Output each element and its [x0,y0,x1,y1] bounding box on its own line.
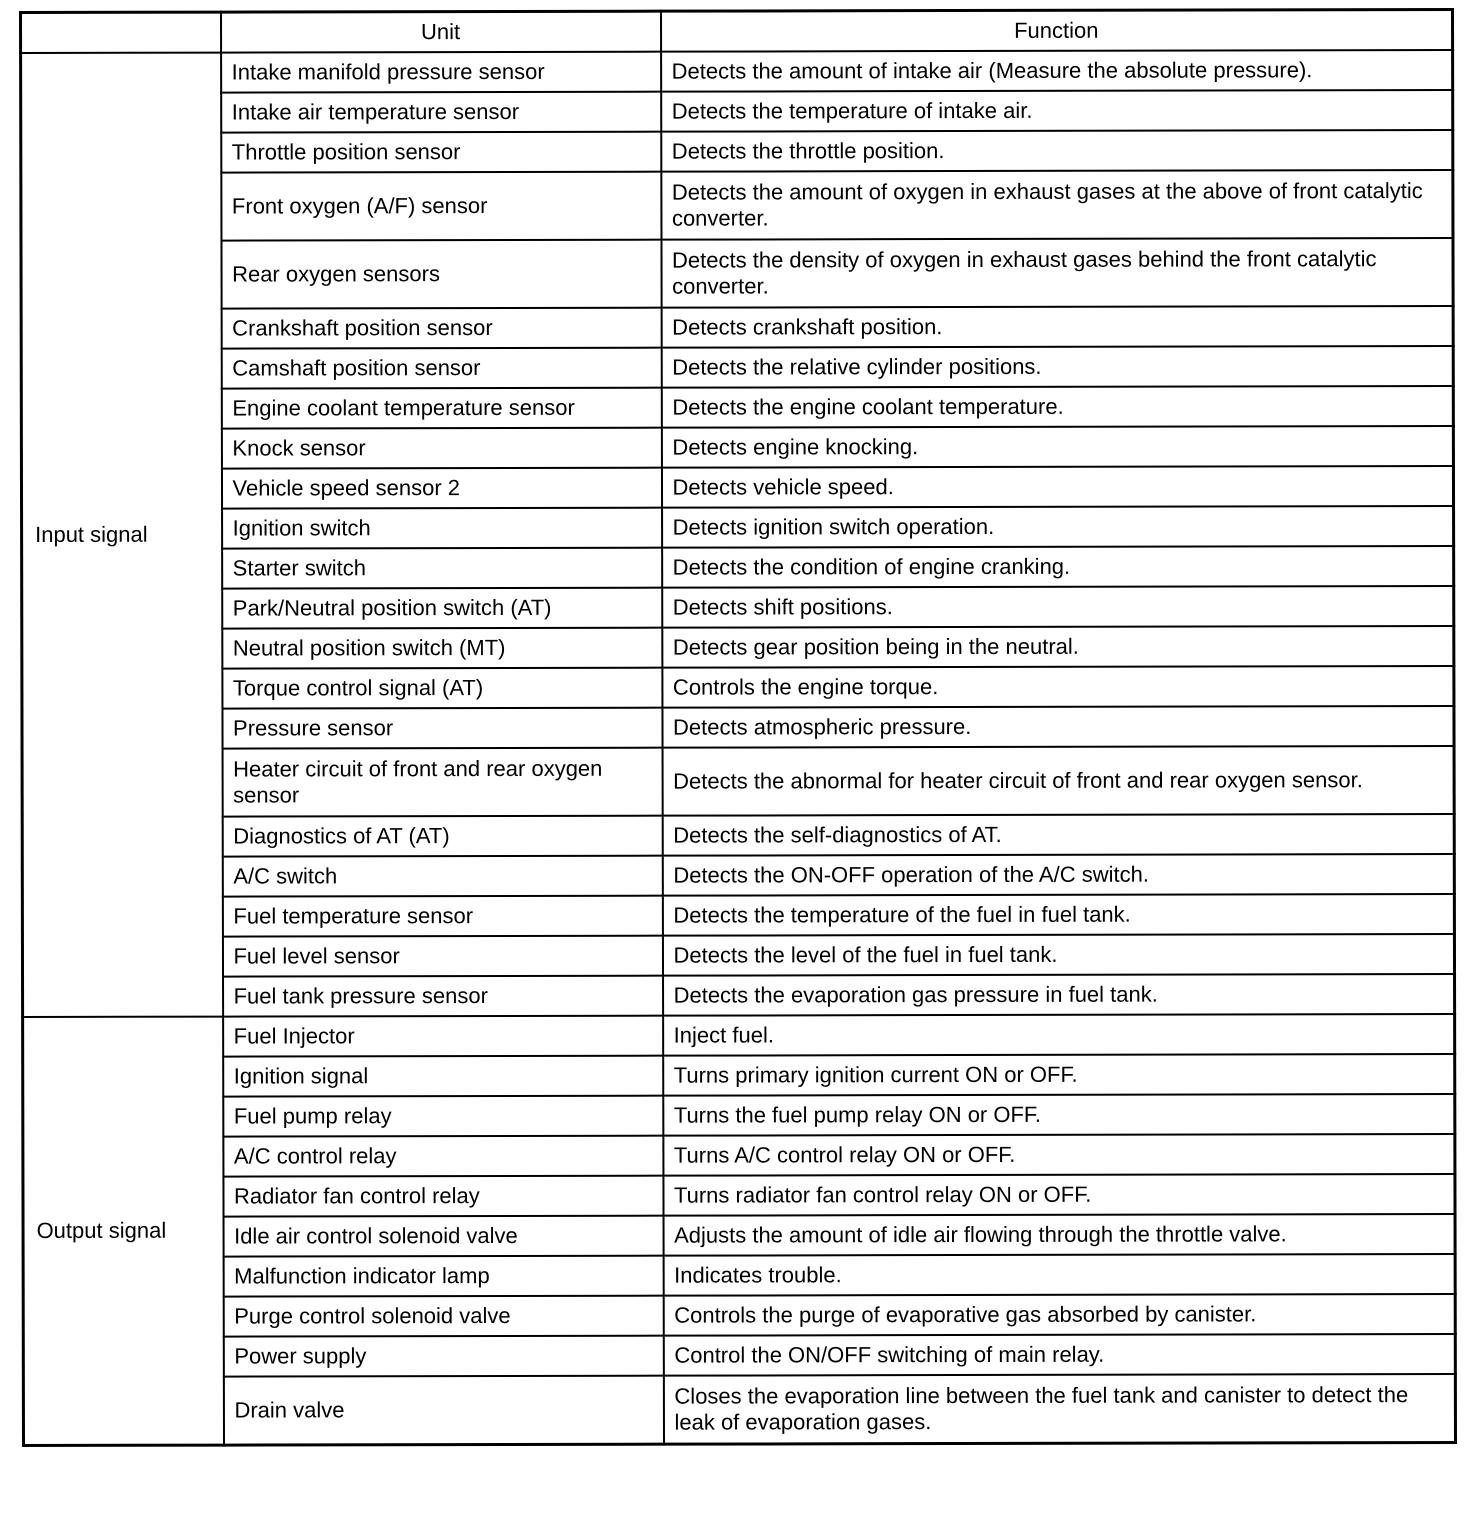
function-cell: Turns radiator fan control relay ON or OFF. [663,1174,1455,1216]
function-cell: Adjusts the amount of idle air flowing through the throttle valve. [663,1214,1455,1256]
unit-cell: Fuel tank pressure sensor [223,976,663,1017]
unit-cell: Knock sensor [221,428,661,469]
function-cell: Controls the purge of evaporative gas absorbed by canister. [663,1294,1455,1336]
table-row [21,306,1453,349]
function-cell: Detects the amount of oxygen in exhaust gases at the above of front catalytic converter. [661,170,1453,240]
table-row [22,706,1454,749]
function-cell: Turns primary ignition current ON or OFF. [663,1054,1455,1096]
function-cell: Detects the throttle position. [661,130,1453,172]
unit-cell: Heater circuit of front and rear oxygen sensor [222,748,662,817]
table-row [23,1014,1455,1057]
header-function: Function [661,9,1453,51]
table-row [23,1254,1455,1297]
table-row [21,130,1453,173]
unit-cell: Neutral position switch (MT) [222,628,662,669]
table-row [21,90,1453,133]
unit-cell: Fuel level sensor [222,936,662,977]
function-cell: Detects the amount of intake air (Measure the absolute pressure). [661,50,1453,92]
function-cell: Turns A/C control relay ON or OFF. [663,1134,1455,1176]
table-row [22,546,1454,589]
function-cell: Detects the self-diagnostics of AT. [662,814,1454,856]
table-row [23,1294,1455,1337]
table-row [21,238,1453,309]
function-cell: Turns the fuel pump relay ON or OFF. [663,1094,1455,1136]
unit-cell: Vehicle speed sensor 2 [221,468,661,509]
table-row [21,466,1453,509]
unit-cell: Power supply [223,1336,663,1377]
signal-group-label: Output signal [23,1017,224,1446]
table-row [21,50,1453,93]
unit-cell: Diagnostics of AT (AT) [222,816,662,857]
unit-cell: Drain valve [223,1376,663,1445]
function-cell: Detects atmospheric pressure. [662,706,1454,748]
function-cell: Detects the temperature of intake air. [661,90,1453,132]
unit-cell: A/C control relay [223,1136,663,1177]
table-row [22,934,1454,977]
function-cell: Controls the engine torque. [662,666,1454,708]
unit-cell: A/C switch [222,856,662,897]
unit-cell: Ignition signal [223,1056,663,1097]
table-row [22,894,1454,937]
table-row [23,1174,1455,1217]
table-row [21,386,1453,429]
table-row [23,1374,1455,1445]
unit-cell: Malfunction indicator lamp [223,1256,663,1297]
function-cell: Control the ON/OFF switching of main relay. [663,1334,1455,1376]
table-row [22,586,1454,629]
unit-cell: Park/Neutral position switch (AT) [222,588,662,629]
function-cell: Inject fuel. [663,1014,1455,1056]
function-cell: Detects the temperature of the fuel in fuel tank. [662,894,1454,936]
function-cell: Detects gear position being in the neutral. [662,626,1454,668]
unit-cell: Fuel Injector [223,1016,663,1057]
unit-cell: Fuel pump relay [223,1096,663,1137]
function-cell: Detects engine knocking. [661,426,1453,468]
unit-cell: Radiator fan control relay [223,1176,663,1217]
unit-cell: Ignition switch [222,508,662,549]
table-row [22,626,1454,669]
unit-cell: Crankshaft position sensor [221,308,661,349]
unit-cell: Fuel temperature sensor [222,896,662,937]
unit-cell: Engine coolant temperature sensor [221,388,661,429]
function-cell: Detects the abnormal for heater circuit of front and rear oxygen sensor. [662,746,1454,816]
function-cell: Detects the condition of engine cranking. [662,546,1454,588]
function-cell: Indicates trouble. [663,1254,1455,1296]
table-row [22,506,1454,549]
table-row [23,1054,1455,1097]
table-row [23,1134,1455,1177]
table-row [22,854,1454,897]
table-row [21,346,1453,389]
signal-function-table [19,8,1457,1447]
unit-cell: Purge control solenoid valve [223,1296,663,1337]
function-cell: Detects the relative cylinder positions. [661,346,1453,388]
unit-cell: Starter switch [222,548,662,589]
table-row [23,1334,1455,1377]
unit-cell: Idle air control solenoid valve [223,1216,663,1257]
table-row [22,814,1454,857]
signal-group-label: Input signal [21,53,223,1017]
unit-cell: Throttle position sensor [221,132,661,173]
table-row [23,1214,1455,1257]
table-body [21,50,1456,1445]
function-cell: Detects the engine coolant temperature. [661,386,1453,428]
function-cell: Detects the density of oxygen in exhaust gases behind the front catalytic converter. [661,238,1453,308]
table-row [22,746,1454,817]
function-cell: Detects crankshaft position. [661,306,1453,348]
header-unit: Unit [221,11,661,52]
function-cell: Detects the level of the fuel in fuel tank. [662,934,1454,976]
table-row [21,426,1453,469]
function-cell: Detects vehicle speed. [661,466,1453,508]
function-cell: Closes the evaporation line between the fuel tank and canister to detect the leak of evaporation gases. [663,1374,1455,1444]
unit-cell: Front oxygen (A/F) sensor [221,172,661,241]
header-row [21,9,1453,52]
unit-cell: Camshaft position sensor [221,348,661,389]
table-row [22,666,1454,709]
unit-cell: Intake manifold pressure sensor [221,52,661,93]
unit-cell: Pressure sensor [222,708,662,749]
table-row [23,1094,1455,1137]
unit-cell: Torque control signal (AT) [222,668,662,709]
unit-cell: Rear oxygen sensors [221,240,661,309]
table-row [21,170,1453,241]
function-cell: Detects shift positions. [662,586,1454,628]
table-row [23,974,1455,1017]
header-blank-cell [21,12,221,53]
function-cell: Detects the evaporation gas pressure in fuel tank. [663,974,1455,1016]
function-cell: Detects ignition switch operation. [662,506,1454,548]
function-cell: Detects the ON-OFF operation of the A/C switch. [662,854,1454,896]
unit-cell: Intake air temperature sensor [221,92,661,133]
